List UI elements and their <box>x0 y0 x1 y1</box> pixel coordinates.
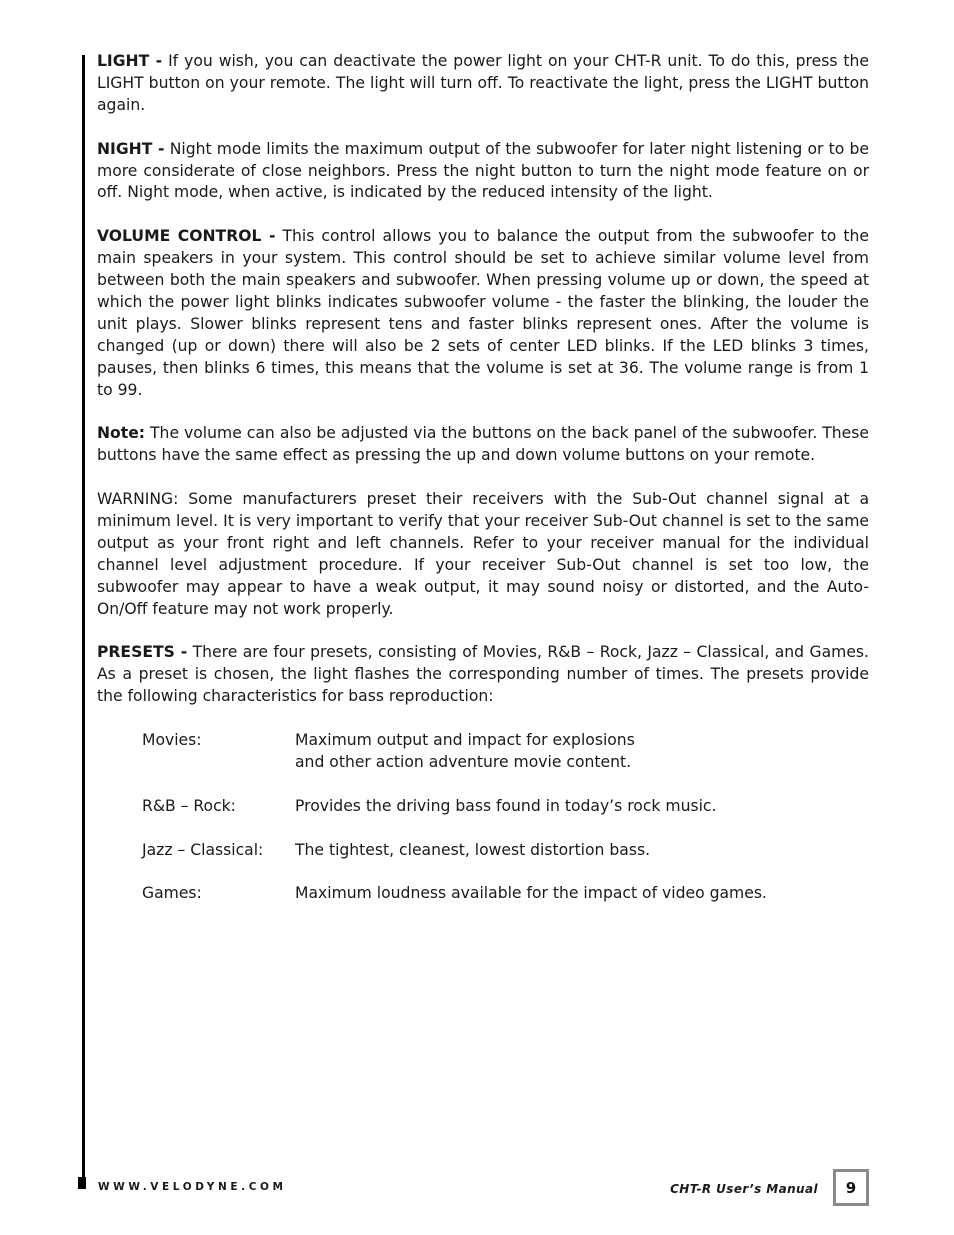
volume-control-heading: VOLUME CONTROL - <box>97 227 276 246</box>
night-heading: NIGHT - <box>97 139 165 158</box>
warning-paragraph <box>97 489 869 620</box>
preset-name: R&B – Rock: <box>142 796 236 815</box>
preset-name: Jazz – Classical: <box>142 840 264 859</box>
footer-manual-title: CHT-R User’s Manual <box>670 1182 818 1196</box>
light-paragraph <box>97 51 869 117</box>
preset-description <box>295 796 869 818</box>
preset-description-line: Provides the driving bass found in today’s rock music. <box>295 796 717 815</box>
note-text: The volume can also be adjusted via the buttons on the back panel of the subwoofer. These buttons have the same effect as pressing the up and down volume buttons on your remote. <box>97 424 869 465</box>
night-paragraph <box>97 139 869 205</box>
preset-row-jazz-classical <box>142 840 869 862</box>
preset-description <box>295 730 869 774</box>
night-text: Night mode limits the maximum output of the subwoofer for later night listening or to be more considerate of close neighbors. Press the night button to turn the night mode feature on or off. Night mode, when active, is indicated by the reduced intensity of the light. <box>97 139 869 202</box>
presets-paragraph <box>97 642 869 708</box>
preset-name: Games: <box>142 884 202 903</box>
page-number: 9 <box>845 1178 857 1197</box>
light-heading: LIGHT - <box>97 52 163 70</box>
preset-description <box>295 840 869 862</box>
preset-description <box>295 883 869 905</box>
preset-list <box>142 730 869 905</box>
page-number-box <box>833 1169 869 1206</box>
preset-row-rnb-rock <box>142 796 869 818</box>
manual-body <box>97 51 869 927</box>
volume-control-paragraph <box>97 226 869 401</box>
left-margin-rule <box>82 55 85 1187</box>
preset-description-line: Maximum loudness available for the impact of video games. <box>295 884 767 903</box>
preset-description-line: The tightest, cleanest, lowest distortion bass. <box>295 840 651 859</box>
preset-description-line: and other action adventure movie content. <box>295 752 632 771</box>
volume-control-text: This control allows you to balance the output from the subwoofer to the main speakers in your system. This control should be set to achieve similar volume level from between both the main speakers and subwoofer. When pressing volume up or down, the speed at which the power light blinks indicates subwoofer volume - the faster the blinking, the louder the unit plays. Slower blinks represent tens and faster blinks represent ones. After the volume is changed (up or down) there will also be 2 sets of center LED blinks. If the LED blinks 3 times, pauses, then blinks 6 times, this means that the volume is set at 36. The volume range is from 1 to 99. <box>97 227 869 399</box>
note-paragraph <box>97 423 869 467</box>
presets-heading: PRESETS - <box>97 643 188 662</box>
footer-website: WWW.VELODYNE.COM <box>98 1181 287 1193</box>
margin-rule-end-mark <box>78 1177 86 1189</box>
warning-text: WARNING: Some manufacturers preset their receivers with the Sub-Out channel signal at a minimum level. It is very important to verify that your receiver Sub-Out channel is set to the same output as your front right and left channels. Refer to your receiver manual for the individual channel level adjustment procedure. If your receiver Sub-Out channel is set too low, the subwoofer may appear to have a weak output, it may sound noisy or distorted, and the Auto-On/Off feature may not work properly. <box>97 490 869 618</box>
light-text: If you wish, you can deactivate the power light on your CHT-R unit. To do this, press the LIGHT button on your remote. The light will turn off. To reactivate the light, press the LIGHT button again. <box>97 52 869 114</box>
preset-name: Movies: <box>142 731 202 749</box>
presets-text: There are four presets, consisting of Movies, R&B – Rock, Jazz – Classical, and Games. As a preset is chosen, the light flashes the corresponding number of times. The presets provide the following characteristics for bass reproduction: <box>97 643 869 706</box>
preset-row-games <box>142 883 869 905</box>
note-heading: Note: <box>97 424 146 443</box>
preset-description-line: Maximum output and impact for explosions <box>295 731 635 749</box>
preset-row-movies <box>142 730 869 774</box>
